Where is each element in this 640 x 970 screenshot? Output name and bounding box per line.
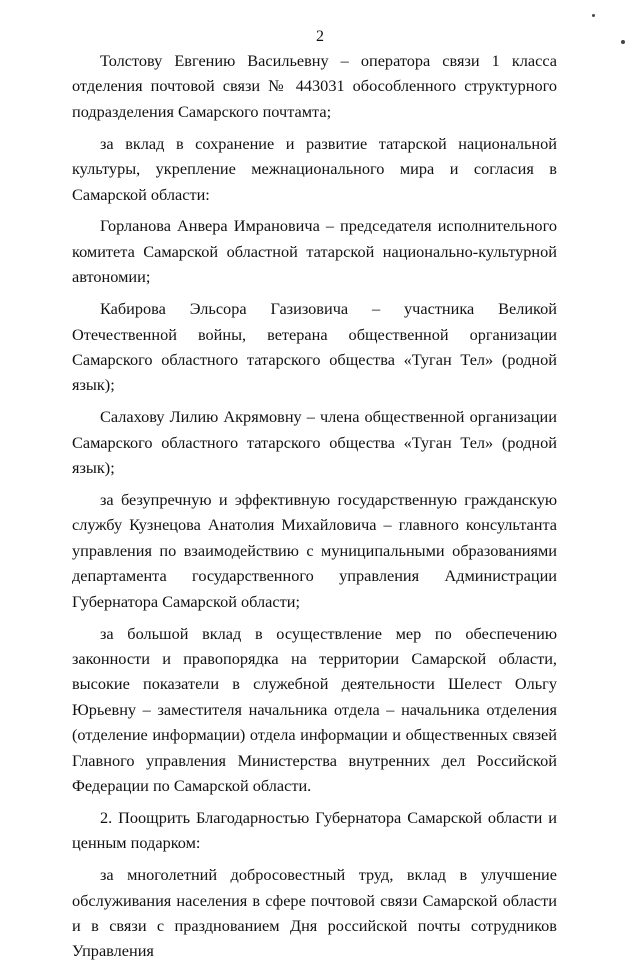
paragraph-kuznetsov: за безупречную и эффективную государственную гражданскую службу Кузнецова Анатолия Михайловича – главного консультанта управления по взаимодействию с муниципальными образованиями департамента государственного управления Администрации Губернатора Самарской области;	[72, 490, 557, 611]
page-number: 2	[316, 28, 324, 45]
paragraph-tatar-culture: за вклад в сохранение и развитие татарской национальной культуры, укрепление межнационального мира и согласия в Самарской области:	[72, 133, 557, 204]
paragraph-gorlanov: Горланова Анвера Имрановича – председателя исполнительного комитета Самарской областной татарской национально-культурной автономии;	[72, 216, 557, 287]
paragraph-tolstova: Толстову Евгению Васильевну – оператора связи 1 класса отделения почтовой связи № 443031 обособленного структурного подразделения Самарского почтамта;	[72, 51, 557, 121]
document-body	[72, 48, 557, 970]
scan-speck	[621, 40, 625, 44]
paragraph-kabirov: Кабирова Эльсора Газизовича – участника Великой Отечественной войны, ветерана общественной организации Самарского областного татарского общества «Туган Тел» (родной язык);	[72, 299, 557, 395]
paragraph-section-2: 2. Поощрить Благодарностью Губернатора Самарской области и ценным подарком:	[72, 807, 557, 853]
paragraph-postal-service: за многолетний добросовестный труд, вклад в улучшение обслуживания населения в сфере почтовой связи Самарской области и в связи с празднованием Дня российской почты сотрудников Управления	[72, 865, 557, 961]
paragraph-shelest: за большой вклад в осуществление мер по обеспечению законности и правопорядка на территории Самарской области, высокие показатели в служебной деятельности Шелест Ольгу Юрьевну – заместителя начальника отдела – начальника отделения (отделение информации) отдела информации и общественных связей Главного управления Министерства внутренних дел Российской Федерации по Самарской области.	[72, 623, 557, 795]
scan-speck	[592, 14, 595, 17]
paragraph-salakhova: Салахову Лилию Акрямовну – члена общественной организации Самарского областного татарского общества «Туган Тел» (родной язык);	[72, 407, 557, 478]
